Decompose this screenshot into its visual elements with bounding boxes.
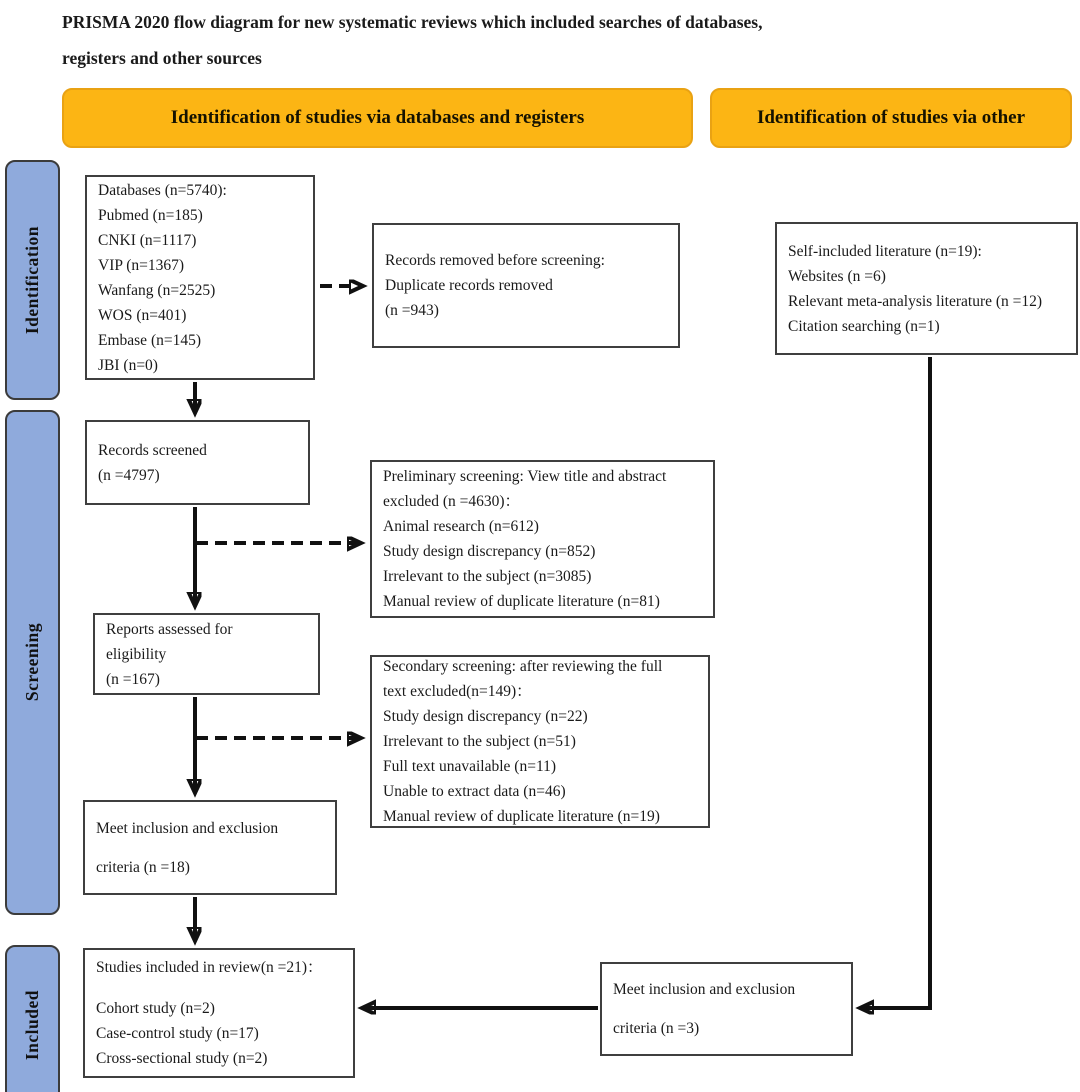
- box-line: JBI (n=0): [98, 356, 158, 374]
- box-line: Animal research (n=612): [383, 518, 539, 535]
- stage-included-label: Included: [22, 989, 42, 1061]
- box-line: Self-included literature (n=19):: [788, 242, 982, 260]
- banner-other-sources: [710, 88, 1072, 148]
- box-meet-criteria-main: [83, 800, 337, 895]
- banner-databases-label: Identification of studies via databases and registers: [170, 107, 585, 128]
- box-other-sources: [775, 222, 1078, 355]
- box-databases-identified: [85, 175, 315, 380]
- box-line: Manual review of duplicate literature (n=81): [383, 593, 660, 610]
- box-secondary-exclusions: [370, 655, 710, 828]
- box-line: Preliminary screening: View title and abstract: [383, 468, 667, 485]
- box-line: criteria (n =3): [613, 1020, 700, 1037]
- box-line: Databases (n=5740):: [98, 181, 227, 199]
- stage-included: [5, 945, 60, 1092]
- box-records-removed: [372, 223, 680, 348]
- box-line: Wanfang (n=2525): [98, 281, 216, 299]
- stage-screening-label: Screening: [22, 623, 42, 702]
- box-line: Pubmed (n=185): [98, 206, 203, 224]
- box-line: Secondary screening: after reviewing the full: [383, 658, 663, 675]
- box-line: Duplicate records removed: [385, 277, 553, 294]
- box-line: Manual review of duplicate literature (n=19): [383, 808, 660, 825]
- box-line: Irrelevant to the subject (n=51): [383, 733, 576, 750]
- stage-screening: [5, 410, 60, 915]
- box-line: Reports assessed for: [106, 620, 233, 638]
- title-line-1: PRISMA 2020 flow diagram for new systematic reviews which included searches of databases,: [62, 12, 763, 32]
- box-line: Case-control study (n=17): [96, 1025, 259, 1042]
- box-line: Unable to extract data (n=46): [383, 783, 566, 800]
- box-line: CNKI (n=1117): [98, 231, 197, 249]
- box-line: VIP (n=1367): [98, 256, 185, 274]
- box-line: (n =167): [106, 670, 160, 688]
- box-meet-criteria-other: [600, 962, 853, 1056]
- box-line: Embase (n=145): [98, 331, 202, 349]
- box-line: WOS (n=401): [98, 306, 187, 324]
- title-line-2: registers and other sources: [62, 48, 262, 68]
- box-preliminary-exclusions: [370, 460, 715, 618]
- arrow-other-to-meet-criteria: [861, 357, 930, 1008]
- banner-databases-registers: [62, 88, 693, 148]
- box-line: Meet inclusion and exclusion: [96, 819, 279, 837]
- box-line: (n =943): [385, 302, 439, 319]
- box-line: criteria (n =18): [96, 858, 190, 876]
- stage-identification-label: Identification: [22, 225, 42, 335]
- box-line: Cohort study (n=2): [96, 1000, 215, 1017]
- box-line: text excluded(n=149)：: [383, 683, 532, 700]
- box-line: Studies included in review(n =21)：: [96, 959, 323, 976]
- box-line: Irrelevant to the subject (n=3085): [383, 568, 592, 585]
- box-records-screened: [85, 420, 310, 505]
- box-studies-included: [83, 948, 355, 1078]
- box-line: Websites (n =6): [788, 267, 886, 285]
- stage-identification: [5, 160, 60, 400]
- box-line: Relevant meta-analysis literature (n =12): [788, 292, 1043, 310]
- box-reports-assessed: [93, 613, 320, 695]
- box-line: eligibility: [106, 645, 167, 663]
- box-line: Study design discrepancy (n=852): [383, 543, 596, 560]
- box-line: Cross-sectional study (n=2): [96, 1050, 268, 1067]
- box-line: Citation searching (n=1): [788, 317, 940, 335]
- box-line: Study design discrepancy (n=22): [383, 708, 588, 725]
- box-line: Full text unavailable (n=11): [383, 758, 557, 775]
- box-line: (n =4797): [98, 466, 160, 484]
- box-line: Records screened: [98, 441, 207, 459]
- box-line: excluded (n =4630)：: [383, 493, 521, 510]
- banner-other-label: Identification of studies via other: [756, 107, 1026, 128]
- box-line: Meet inclusion and exclusion: [613, 981, 796, 998]
- box-line: Records removed before screening:: [385, 252, 605, 269]
